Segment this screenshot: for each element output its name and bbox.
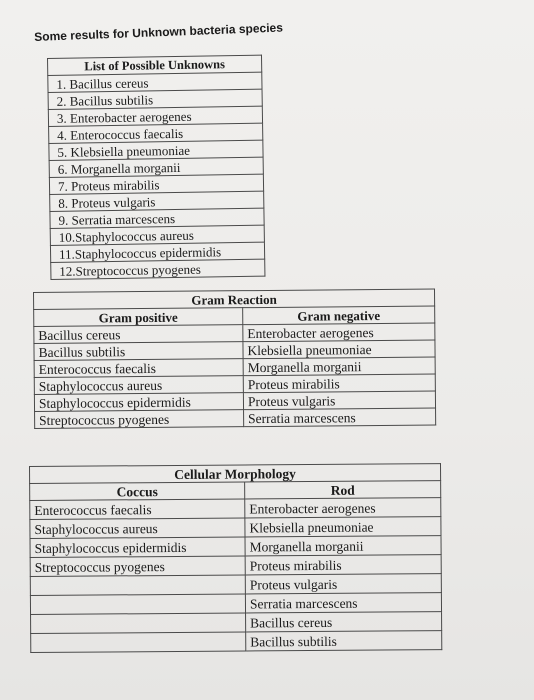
table-row bbox=[51, 259, 265, 279]
coccus-cell bbox=[31, 613, 246, 634]
gram-positive-header: Gram positive bbox=[34, 308, 243, 327]
unknown-item: 8. Proteus vulgaris bbox=[50, 191, 264, 211]
coccus-cell bbox=[31, 632, 246, 653]
rod-cell: Morganella morganii bbox=[245, 536, 441, 556]
table-row bbox=[35, 408, 436, 428]
unknown-item: 5. Klebsiella pneumoniae bbox=[49, 140, 263, 160]
gram-positive-cell: Staphylococcus aureus bbox=[34, 376, 243, 395]
gram-positive-cell: Bacillus cereus bbox=[34, 325, 243, 344]
coccus-cell: Streptococcus pyogenes bbox=[30, 556, 245, 577]
gram-positive-cell: Bacillus subtilis bbox=[34, 342, 243, 361]
gram-reaction-table bbox=[33, 288, 436, 429]
gram-positive-cell: Enterococcus faecalis bbox=[34, 359, 243, 378]
coccus-cell: Enterococcus faecalis bbox=[30, 499, 245, 520]
rod-cell: Bacillus cereus bbox=[246, 612, 442, 632]
unknown-item: 9. Serratia marcescens bbox=[50, 208, 264, 228]
coccus-cell bbox=[30, 575, 245, 596]
page-heading: Some results for Unknown bacteria species bbox=[34, 20, 284, 44]
unknown-item: 4. Enterococcus faecalis bbox=[49, 123, 263, 143]
coccus-header: Coccus bbox=[30, 482, 245, 501]
rod-cell: Bacillus subtilis bbox=[246, 631, 442, 651]
unknown-item: 7. Proteus mirabilis bbox=[49, 174, 263, 194]
gram-negative-cell: Proteus vulgaris bbox=[243, 391, 435, 410]
coccus-cell: Staphylococcus epidermidis bbox=[30, 537, 245, 558]
gram-negative-header: Gram negative bbox=[243, 306, 435, 325]
rod-cell: Proteus mirabilis bbox=[245, 555, 441, 575]
gram-positive-cell: Staphylococcus epidermidis bbox=[34, 393, 243, 412]
unknown-item: 11.Staphylococcus epidermidis bbox=[50, 242, 264, 262]
rod-header: Rod bbox=[245, 481, 441, 499]
rod-cell: Proteus vulgaris bbox=[245, 574, 441, 594]
rod-cell: Serratia marcescens bbox=[245, 593, 441, 613]
possible-unknowns-table bbox=[47, 55, 265, 280]
gram-negative-cell: Enterobacter aerogenes bbox=[243, 323, 435, 342]
gram-positive-cell: Streptococcus pyogenes bbox=[35, 410, 244, 429]
coccus-cell: Staphylococcus aureus bbox=[30, 518, 245, 539]
unknown-item: 6. Morganella morganii bbox=[49, 157, 263, 177]
unknown-item: 12.Streptococcus pyogenes bbox=[51, 259, 265, 279]
gram-reaction-title: Gram Reaction bbox=[34, 289, 435, 309]
unknown-item: 1. Bacillus cereus bbox=[48, 72, 262, 92]
table-row bbox=[31, 631, 442, 653]
gram-negative-cell: Proteus mirabilis bbox=[243, 374, 435, 393]
cellular-morphology-title: Cellular Morphology bbox=[30, 464, 441, 484]
possible-unknowns-title: List of Possible Unknowns bbox=[48, 55, 262, 75]
gram-negative-cell: Klebsiella pneumoniae bbox=[243, 340, 435, 359]
rod-cell: Klebsiella pneumoniae bbox=[245, 517, 441, 537]
rod-cell: Enterobacter aerogenes bbox=[245, 498, 441, 518]
coccus-cell bbox=[30, 594, 245, 615]
gram-negative-cell: Morganella morganii bbox=[243, 357, 435, 376]
gram-negative-cell: Serratia marcescens bbox=[244, 408, 436, 427]
cellular-morphology-table bbox=[29, 463, 442, 653]
unknown-item: 3. Enterobacter aerogenes bbox=[48, 106, 262, 126]
unknown-item: 10.Staphylococcus aureus bbox=[50, 225, 264, 245]
unknown-item: 2. Bacillus subtilis bbox=[48, 89, 262, 109]
